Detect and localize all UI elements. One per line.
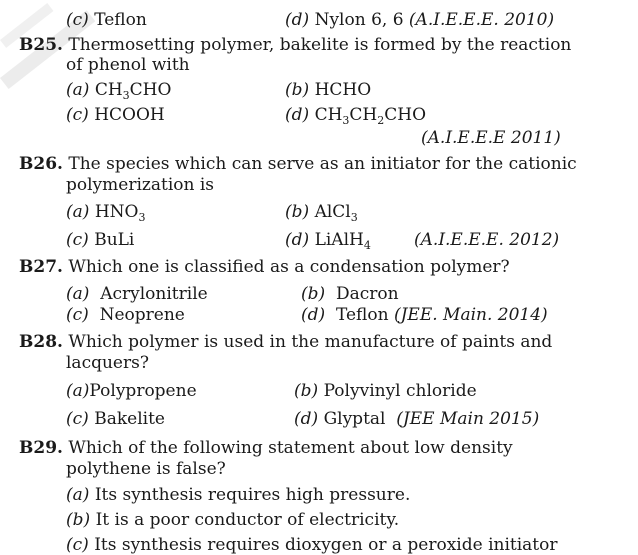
option-text: BuLi [94, 230, 135, 250]
option-text: Polyvinyl chloride [323, 381, 477, 401]
b26-option-a [66, 202, 146, 224]
formula-part: HNO [94, 202, 139, 222]
option-text: Bakelite [94, 409, 165, 429]
question-text: Which one is classified as a condensation polymer? [68, 257, 510, 277]
b25-option-a [66, 80, 172, 102]
b26-source: (A.I.E.E.E. 2012) [414, 230, 560, 250]
question-b26 [19, 156, 577, 173]
formula-part: CH [314, 105, 343, 125]
option-label: (a) [66, 202, 90, 222]
question-b28 [19, 334, 552, 351]
subscript: 4 [363, 239, 371, 252]
prev-option-d [285, 12, 554, 29]
option-text: Polypropene [89, 381, 197, 401]
option-label: (a) [66, 485, 90, 505]
subscript: 3 [122, 89, 130, 102]
b27-option-c [66, 307, 185, 324]
question-b26-line2: polymerization is [66, 175, 215, 195]
option-label: (a) [66, 381, 90, 401]
option-label: (b) [285, 80, 310, 100]
clipped-top-line [66, 0, 71, 5]
question-b29-line2: polythene is false? [66, 459, 226, 479]
option-label: (c) [66, 305, 89, 325]
b28-option-a [66, 383, 197, 400]
option-label: (c) [66, 10, 89, 30]
option-label: (b) [66, 510, 91, 530]
option-text: Its synthesis requires dioxygen or a peroxide initiator [94, 535, 558, 555]
option-label: (d) [301, 305, 326, 325]
question-b28-line2: lacquers? [66, 353, 149, 373]
b28-option-c [66, 411, 165, 428]
b26-option-d [285, 230, 371, 252]
option-text: HCHO [314, 80, 372, 100]
option-label: (b) [285, 202, 310, 222]
option-label: (d) [285, 10, 310, 30]
option-text: HCOOH [94, 105, 165, 125]
question-text: Which polymer is used in the manufacture of paints and [68, 332, 553, 352]
prev-option-c [66, 12, 147, 29]
option-label: (b) [301, 284, 326, 304]
b28-option-b [294, 383, 477, 400]
formula-part: CHO [129, 80, 172, 100]
question-number: B26. [19, 154, 63, 174]
option-label: (a) [66, 284, 90, 304]
option-text: Teflon [335, 305, 389, 325]
question-b27 [19, 259, 510, 276]
b29-option-a [66, 487, 410, 504]
question-text: Which of the following statement about low density [68, 438, 513, 458]
source-tag: (A.I.E.E.E. 2010) [408, 10, 555, 30]
option-label: (c) [66, 535, 89, 555]
source-tag: (JEE Main 2015) [396, 409, 540, 429]
subscript: 3 [342, 114, 350, 127]
option-label: (a) [66, 80, 90, 100]
option-text: Acrylonitrile [100, 284, 208, 304]
option-label: (c) [66, 230, 89, 250]
option-text: Neoprene [99, 305, 185, 325]
formula-part: CH [349, 105, 378, 125]
question-number: B29. [19, 438, 63, 458]
b26-option-b [285, 202, 358, 224]
option-label: (b) [294, 381, 319, 401]
b25-option-b [285, 82, 371, 99]
option-label: (d) [294, 409, 319, 429]
question-text: Thermosetting polymer, bakelite is formed by the reaction [68, 35, 572, 55]
b25-option-c [66, 107, 165, 124]
formula-part: CHO [384, 105, 427, 125]
b27-option-b [301, 286, 399, 303]
b29-option-c [66, 537, 558, 554]
question-b29 [19, 440, 513, 457]
formula-part: CH [94, 80, 123, 100]
question-number: B25. [19, 35, 63, 55]
subscript: 3 [350, 211, 358, 224]
question-b25-line2: of phenol with [66, 55, 190, 75]
option-label: (c) [66, 105, 89, 125]
formula-part: AlCl [314, 202, 351, 222]
option-label: (d) [285, 230, 310, 250]
question-number: B27. [19, 257, 63, 277]
option-text: Its synthesis requires high pressure. [94, 485, 411, 505]
subscript: 2 [377, 114, 385, 127]
subscript: 3 [138, 211, 146, 224]
question-number: B28. [19, 332, 63, 352]
option-text: Nylon 6, 6 [314, 10, 404, 30]
b25-option-d [285, 105, 427, 127]
option-text: Glyptal [323, 409, 386, 429]
b26-option-c [66, 232, 134, 249]
b28-option-d [294, 411, 539, 428]
option-text: Teflon [94, 10, 147, 30]
b27-option-d [301, 307, 548, 324]
option-text: It is a poor conductor of electricity. [95, 510, 400, 530]
b27-option-a [66, 286, 208, 303]
option-label: (c) [66, 409, 89, 429]
source-tag: (JEE. Main. 2014) [393, 305, 548, 325]
question-text: The species which can serve as an initiator for the cationic [68, 154, 577, 174]
question-b25 [19, 37, 571, 54]
formula-part: LiAlH [314, 230, 364, 250]
option-label: (d) [285, 105, 310, 125]
option-text: Dacron [335, 284, 399, 304]
b25-source: (A.I.E.E.E 2011) [421, 128, 561, 148]
b29-option-b [66, 512, 399, 529]
